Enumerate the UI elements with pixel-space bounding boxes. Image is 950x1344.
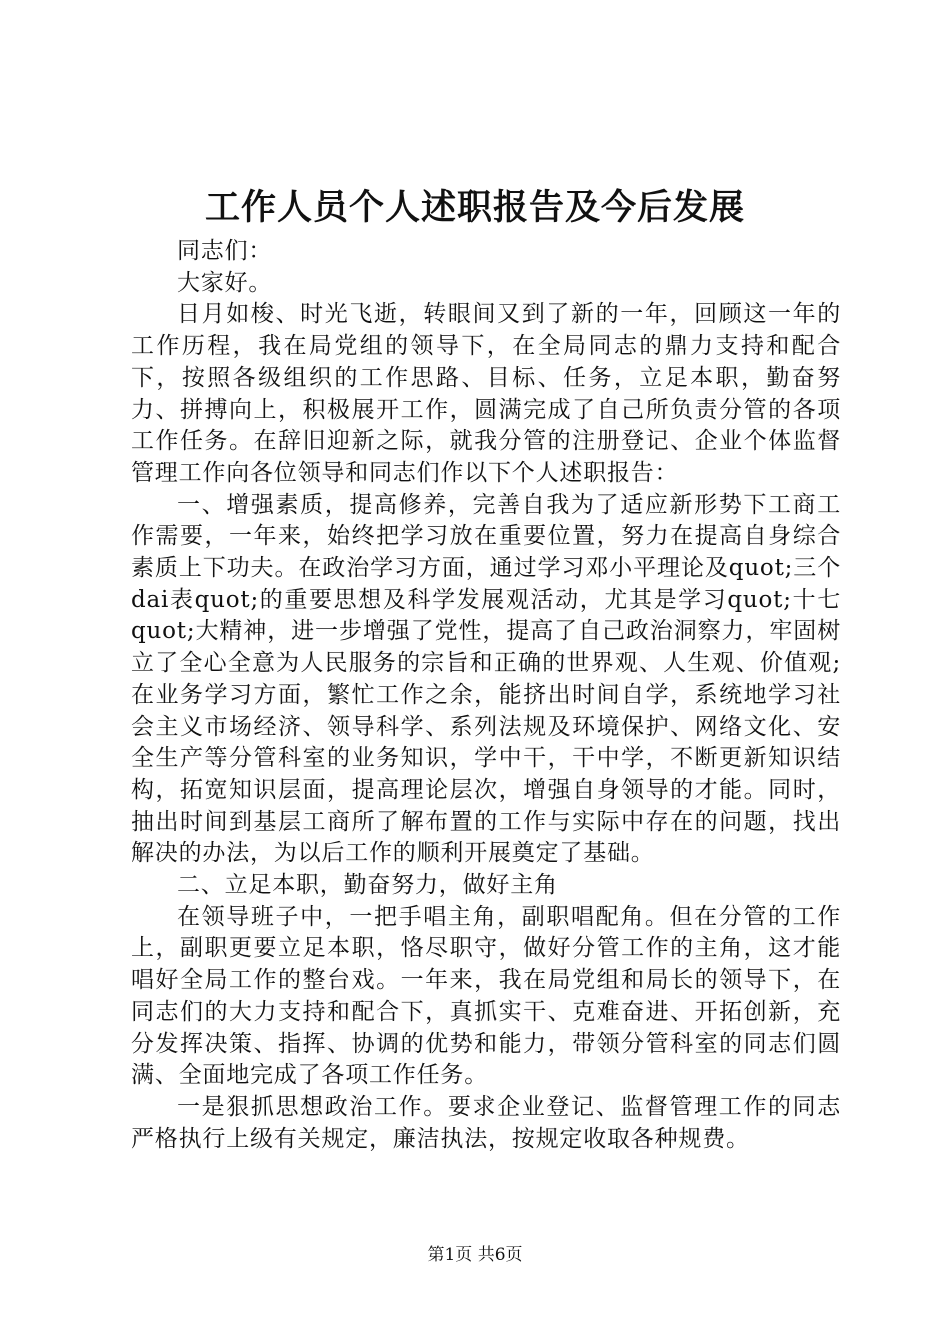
paragraph-intro: 日月如梭、时光飞逝，转眼间又到了新的一年，回顾这一年的工作历程，我在局党组的领导下，在全局同志的鼎力支持和配合下，按照各级组织的工作思路、目标、任务，立足本职，勤奋努力、拼搏向上，积极展开工作，圆满完成了自己所负责分管的各项工作任务。在辞旧迎新之际，就我分管的注册登记、企业个体监督管理工作向各位领导和同志们作以下个人述职报告：	[131, 301, 841, 486]
document-title: 工作人员个人述职报告及今后发展	[204, 187, 745, 228]
paragraph-section-2: 在领导班子中，一把手唱主角，副职唱配角。但在分管的工作上，副职更要立足本职，恪尽职守，做好分管工作的主角，这才能唱好全局工作的整台戏。一年来，我在局党组和局长的领导下，在同志们的大力支持和配合下，真抓实干、克难奋进、开拓创新，充分发挥决策、指挥、协调的优势和能力，带领分管科室的同志们圆满、全面地完成了各项工作任务。	[131, 903, 841, 1089]
document-body	[131, 236, 841, 1155]
page-number-footer: 第1页 共6页	[427, 1245, 523, 1265]
greeting: 大家好。	[177, 269, 273, 296]
paragraph-section-1: 一、增强素质，提高修养，完善自我为了适应新形势下工商工作需要，一年来，始终把学习放在重要位置，努力在提高自身综合素质上下功夫。在政治学习方面，通过学习邓小平理论及quot;三个dai表quot;的重要思想及科学发展观活动，尤其是学习quot;十七quot;大精神，进一步增强了党性，提高了自己政治洞察力，牢固树立了全心全意为人民服务的宗旨和正确的世界观、人生观、价值观;在业务学习方面，繁忙工作之余，能挤出时间自学，系统地学习社会主义市场经济、领导科学、系列法规及环境保护、网络文化、安全生产等分管科室的业务知识，学中干，干中学，不断更新知识结构，拓宽知识层面，提高理论层次，增强自身领导的才能。同时，抽出时间到基层工商所了解布置的工作与实际中存在的问题，找出解决的办法，为以后工作的顺利开展奠定了基础。	[131, 491, 841, 867]
section-heading-2: 二、立足本职，勤奋努力，做好主角	[177, 872, 558, 899]
salutation: 同志们：	[177, 238, 273, 264]
paragraph-point-1: 一是狠抓思想政治工作。要求企业登记、监督管理工作的同志严格执行上级有关规定，廉洁执法，按规定收取各种规费。	[131, 1093, 841, 1152]
